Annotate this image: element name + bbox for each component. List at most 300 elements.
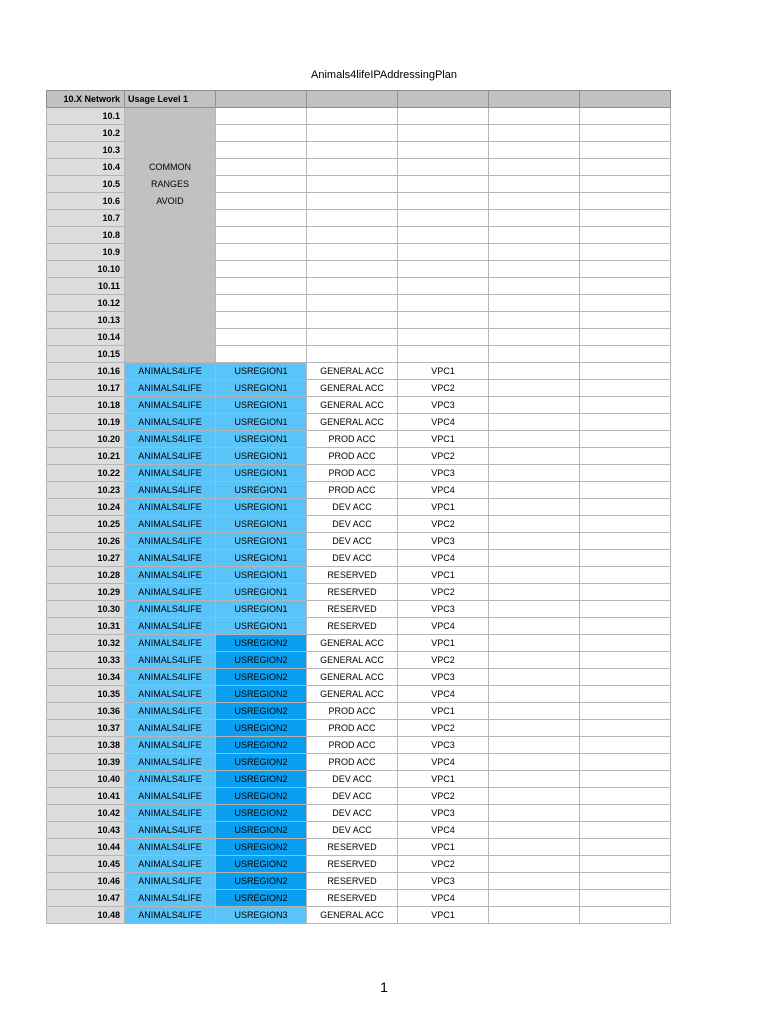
usage-level-cell: ANIMALS4LIFE bbox=[125, 703, 216, 720]
network-cell: 10.45 bbox=[47, 856, 125, 873]
account-cell: PROD ACC bbox=[307, 482, 398, 499]
usage-level-cell: ANIMALS4LIFE bbox=[125, 754, 216, 771]
table-cell bbox=[580, 652, 671, 669]
table-cell bbox=[580, 805, 671, 822]
account-cell: DEV ACC bbox=[307, 533, 398, 550]
table-cell bbox=[580, 584, 671, 601]
table-row bbox=[47, 346, 671, 363]
usage-level-cell: ANIMALS4LIFE bbox=[125, 448, 216, 465]
network-cell: 10.39 bbox=[47, 754, 125, 771]
network-cell: 10.32 bbox=[47, 635, 125, 652]
network-cell: 10.25 bbox=[47, 516, 125, 533]
usage-level-cell bbox=[125, 295, 216, 312]
table-cell bbox=[216, 295, 307, 312]
table-cell bbox=[489, 125, 580, 142]
table-row bbox=[47, 516, 671, 533]
usage-level-cell: ANIMALS4LIFE bbox=[125, 635, 216, 652]
account-cell: GENERAL ACC bbox=[307, 669, 398, 686]
usage-level-cell: COMMON bbox=[125, 159, 216, 176]
account-cell: RESERVED bbox=[307, 601, 398, 618]
table-cell bbox=[580, 533, 671, 550]
network-cell: 10.11 bbox=[47, 278, 125, 295]
usage-level-cell: AVOID bbox=[125, 193, 216, 210]
vpc-cell: VPC1 bbox=[398, 839, 489, 856]
vpc-cell: VPC1 bbox=[398, 771, 489, 788]
network-cell: 10.48 bbox=[47, 907, 125, 924]
usage-level-cell bbox=[125, 278, 216, 295]
region-cell: USREGION1 bbox=[216, 618, 307, 635]
account-cell: RESERVED bbox=[307, 856, 398, 873]
vpc-cell: VPC4 bbox=[398, 686, 489, 703]
region-cell: USREGION2 bbox=[216, 720, 307, 737]
table-row bbox=[47, 159, 671, 176]
table-body bbox=[47, 108, 671, 924]
vpc-cell: VPC1 bbox=[398, 363, 489, 380]
table-row bbox=[47, 822, 671, 839]
vpc-cell: VPC2 bbox=[398, 516, 489, 533]
table-cell bbox=[398, 261, 489, 278]
region-cell: USREGION2 bbox=[216, 788, 307, 805]
usage-level-cell: RANGES bbox=[125, 176, 216, 193]
region-cell: USREGION1 bbox=[216, 465, 307, 482]
table-cell bbox=[398, 193, 489, 210]
table-row bbox=[47, 839, 671, 856]
table-cell bbox=[580, 890, 671, 907]
network-cell: 10.17 bbox=[47, 380, 125, 397]
table-row bbox=[47, 584, 671, 601]
table-cell bbox=[489, 601, 580, 618]
table-cell bbox=[580, 465, 671, 482]
usage-level-cell bbox=[125, 261, 216, 278]
vpc-cell: VPC3 bbox=[398, 669, 489, 686]
table-cell bbox=[307, 108, 398, 125]
table-cell bbox=[216, 125, 307, 142]
account-cell: GENERAL ACC bbox=[307, 363, 398, 380]
usage-level-cell: ANIMALS4LIFE bbox=[125, 686, 216, 703]
table-cell bbox=[489, 839, 580, 856]
usage-level-cell: ANIMALS4LIFE bbox=[125, 601, 216, 618]
table-cell bbox=[580, 363, 671, 380]
vpc-cell: VPC3 bbox=[398, 737, 489, 754]
vpc-cell: VPC2 bbox=[398, 380, 489, 397]
table-row bbox=[47, 397, 671, 414]
table-row bbox=[47, 686, 671, 703]
network-cell: 10.46 bbox=[47, 873, 125, 890]
table-row bbox=[47, 278, 671, 295]
table-cell bbox=[580, 550, 671, 567]
vpc-cell: VPC4 bbox=[398, 482, 489, 499]
page-number: 1 bbox=[380, 979, 388, 995]
network-cell: 10.30 bbox=[47, 601, 125, 618]
table-cell bbox=[216, 261, 307, 278]
table-cell bbox=[489, 635, 580, 652]
header-cell bbox=[307, 91, 398, 108]
addressing-plan-table bbox=[46, 90, 671, 924]
account-cell: GENERAL ACC bbox=[307, 414, 398, 431]
table-cell bbox=[398, 329, 489, 346]
usage-level-cell: ANIMALS4LIFE bbox=[125, 567, 216, 584]
table-cell bbox=[489, 754, 580, 771]
region-cell: USREGION2 bbox=[216, 873, 307, 890]
table-cell bbox=[580, 516, 671, 533]
table-cell bbox=[489, 686, 580, 703]
vpc-cell: VPC1 bbox=[398, 907, 489, 924]
table-cell bbox=[580, 907, 671, 924]
table-cell bbox=[489, 176, 580, 193]
table-cell bbox=[489, 771, 580, 788]
region-cell: USREGION1 bbox=[216, 414, 307, 431]
usage-level-cell: ANIMALS4LIFE bbox=[125, 584, 216, 601]
network-cell: 10.27 bbox=[47, 550, 125, 567]
table-row bbox=[47, 465, 671, 482]
table-row bbox=[47, 142, 671, 159]
usage-level-cell: ANIMALS4LIFE bbox=[125, 856, 216, 873]
table-cell bbox=[307, 193, 398, 210]
table-cell bbox=[489, 890, 580, 907]
account-cell: RESERVED bbox=[307, 618, 398, 635]
region-cell: USREGION2 bbox=[216, 737, 307, 754]
network-cell: 10.38 bbox=[47, 737, 125, 754]
vpc-cell: VPC2 bbox=[398, 652, 489, 669]
table-cell bbox=[398, 142, 489, 159]
table-row bbox=[47, 669, 671, 686]
usage-level-cell bbox=[125, 312, 216, 329]
table-cell bbox=[580, 839, 671, 856]
table-cell bbox=[398, 244, 489, 261]
account-cell: PROD ACC bbox=[307, 448, 398, 465]
table-cell bbox=[580, 788, 671, 805]
region-cell: USREGION2 bbox=[216, 771, 307, 788]
usage-level-cell bbox=[125, 346, 216, 363]
region-cell: USREGION1 bbox=[216, 550, 307, 567]
table-row bbox=[47, 652, 671, 669]
account-cell: PROD ACC bbox=[307, 737, 398, 754]
header-cell: Usage Level 1 bbox=[125, 91, 216, 108]
region-cell: USREGION1 bbox=[216, 499, 307, 516]
table-row bbox=[47, 533, 671, 550]
account-cell: RESERVED bbox=[307, 890, 398, 907]
network-cell: 10.8 bbox=[47, 227, 125, 244]
table-cell bbox=[216, 278, 307, 295]
table-cell bbox=[307, 278, 398, 295]
network-cell: 10.34 bbox=[47, 669, 125, 686]
table-cell bbox=[489, 856, 580, 873]
table-cell bbox=[489, 482, 580, 499]
vpc-cell: VPC3 bbox=[398, 601, 489, 618]
vpc-cell: VPC4 bbox=[398, 890, 489, 907]
region-cell: USREGION2 bbox=[216, 754, 307, 771]
account-cell: DEV ACC bbox=[307, 771, 398, 788]
usage-level-cell: ANIMALS4LIFE bbox=[125, 465, 216, 482]
table-row bbox=[47, 244, 671, 261]
usage-level-cell: ANIMALS4LIFE bbox=[125, 771, 216, 788]
region-cell: USREGION1 bbox=[216, 482, 307, 499]
table-cell bbox=[580, 754, 671, 771]
table-cell bbox=[580, 210, 671, 227]
account-cell: PROD ACC bbox=[307, 465, 398, 482]
table-cell bbox=[489, 159, 580, 176]
table-cell bbox=[489, 703, 580, 720]
table-cell bbox=[398, 312, 489, 329]
table-cell bbox=[489, 346, 580, 363]
table-cell bbox=[307, 244, 398, 261]
region-cell: USREGION2 bbox=[216, 669, 307, 686]
table-row bbox=[47, 431, 671, 448]
vpc-cell: VPC3 bbox=[398, 465, 489, 482]
network-cell: 10.13 bbox=[47, 312, 125, 329]
account-cell: RESERVED bbox=[307, 873, 398, 890]
account-cell: DEV ACC bbox=[307, 788, 398, 805]
table-cell bbox=[580, 482, 671, 499]
table-row bbox=[47, 618, 671, 635]
region-cell: USREGION1 bbox=[216, 533, 307, 550]
table-cell bbox=[489, 907, 580, 924]
table-row bbox=[47, 788, 671, 805]
table-cell bbox=[216, 108, 307, 125]
table-row bbox=[47, 635, 671, 652]
table-row bbox=[47, 550, 671, 567]
account-cell: DEV ACC bbox=[307, 805, 398, 822]
table-row bbox=[47, 499, 671, 516]
table-cell bbox=[307, 210, 398, 227]
document-title: Animals4lifeIPAddressingPlan bbox=[311, 69, 457, 81]
table-cell bbox=[580, 669, 671, 686]
usage-level-cell: ANIMALS4LIFE bbox=[125, 516, 216, 533]
table-cell bbox=[489, 448, 580, 465]
network-cell: 10.26 bbox=[47, 533, 125, 550]
region-cell: USREGION1 bbox=[216, 448, 307, 465]
table-cell bbox=[489, 720, 580, 737]
usage-level-cell: ANIMALS4LIFE bbox=[125, 669, 216, 686]
region-cell: USREGION1 bbox=[216, 363, 307, 380]
table-cell bbox=[489, 397, 580, 414]
usage-level-cell: ANIMALS4LIFE bbox=[125, 618, 216, 635]
table-cell bbox=[580, 278, 671, 295]
table-cell bbox=[398, 346, 489, 363]
vpc-cell: VPC2 bbox=[398, 448, 489, 465]
table-cell bbox=[398, 278, 489, 295]
table-row bbox=[47, 210, 671, 227]
account-cell: GENERAL ACC bbox=[307, 380, 398, 397]
region-cell: USREGION2 bbox=[216, 822, 307, 839]
table-cell bbox=[489, 584, 580, 601]
usage-level-cell: ANIMALS4LIFE bbox=[125, 737, 216, 754]
table-cell bbox=[489, 210, 580, 227]
table-cell bbox=[580, 448, 671, 465]
usage-level-cell bbox=[125, 244, 216, 261]
network-cell: 10.42 bbox=[47, 805, 125, 822]
table-row bbox=[47, 754, 671, 771]
table-cell bbox=[489, 363, 580, 380]
table-cell bbox=[580, 737, 671, 754]
usage-level-cell bbox=[125, 108, 216, 125]
table-cell bbox=[580, 499, 671, 516]
vpc-cell: VPC4 bbox=[398, 414, 489, 431]
network-cell: 10.18 bbox=[47, 397, 125, 414]
table-cell bbox=[216, 346, 307, 363]
table-cell bbox=[489, 312, 580, 329]
usage-level-cell: ANIMALS4LIFE bbox=[125, 482, 216, 499]
table-cell bbox=[580, 108, 671, 125]
table-cell bbox=[307, 329, 398, 346]
table-cell bbox=[580, 261, 671, 278]
region-cell: USREGION3 bbox=[216, 907, 307, 924]
table-row bbox=[47, 261, 671, 278]
table-cell bbox=[580, 380, 671, 397]
table-row bbox=[47, 176, 671, 193]
table-cell bbox=[489, 261, 580, 278]
table-cell bbox=[216, 142, 307, 159]
usage-level-cell: ANIMALS4LIFE bbox=[125, 822, 216, 839]
network-cell: 10.23 bbox=[47, 482, 125, 499]
table-cell bbox=[580, 125, 671, 142]
table-cell bbox=[216, 159, 307, 176]
table-cell bbox=[398, 159, 489, 176]
table-cell bbox=[580, 142, 671, 159]
usage-level-cell: ANIMALS4LIFE bbox=[125, 805, 216, 822]
account-cell: GENERAL ACC bbox=[307, 397, 398, 414]
account-cell: RESERVED bbox=[307, 584, 398, 601]
network-cell: 10.22 bbox=[47, 465, 125, 482]
table-cell bbox=[489, 516, 580, 533]
usage-level-cell: ANIMALS4LIFE bbox=[125, 414, 216, 431]
network-cell: 10.43 bbox=[47, 822, 125, 839]
table-cell bbox=[307, 176, 398, 193]
table-cell bbox=[489, 380, 580, 397]
usage-level-cell: ANIMALS4LIFE bbox=[125, 720, 216, 737]
table-row bbox=[47, 193, 671, 210]
network-cell: 10.2 bbox=[47, 125, 125, 142]
usage-level-cell: ANIMALS4LIFE bbox=[125, 363, 216, 380]
table-row bbox=[47, 125, 671, 142]
table-cell bbox=[307, 312, 398, 329]
usage-level-cell: ANIMALS4LIFE bbox=[125, 873, 216, 890]
network-cell: 10.5 bbox=[47, 176, 125, 193]
network-cell: 10.9 bbox=[47, 244, 125, 261]
network-cell: 10.6 bbox=[47, 193, 125, 210]
table-cell bbox=[307, 346, 398, 363]
usage-level-cell: ANIMALS4LIFE bbox=[125, 499, 216, 516]
table-cell bbox=[489, 805, 580, 822]
table-cell bbox=[489, 669, 580, 686]
account-cell: GENERAL ACC bbox=[307, 686, 398, 703]
account-cell: DEV ACC bbox=[307, 822, 398, 839]
table-cell bbox=[216, 312, 307, 329]
vpc-cell: VPC4 bbox=[398, 550, 489, 567]
vpc-cell: VPC1 bbox=[398, 567, 489, 584]
table-cell bbox=[580, 159, 671, 176]
table-cell bbox=[580, 771, 671, 788]
network-cell: 10.44 bbox=[47, 839, 125, 856]
table-cell bbox=[398, 227, 489, 244]
table-cell bbox=[580, 227, 671, 244]
table-cell bbox=[307, 227, 398, 244]
table-cell bbox=[489, 193, 580, 210]
table-row bbox=[47, 380, 671, 397]
usage-level-cell bbox=[125, 227, 216, 244]
usage-level-cell: ANIMALS4LIFE bbox=[125, 550, 216, 567]
network-cell: 10.14 bbox=[47, 329, 125, 346]
usage-level-cell bbox=[125, 210, 216, 227]
table-cell bbox=[489, 329, 580, 346]
table-cell bbox=[398, 125, 489, 142]
table-row bbox=[47, 720, 671, 737]
region-cell: USREGION2 bbox=[216, 805, 307, 822]
table-cell bbox=[580, 329, 671, 346]
network-cell: 10.29 bbox=[47, 584, 125, 601]
table-cell bbox=[489, 788, 580, 805]
table-row bbox=[47, 873, 671, 890]
table-cell bbox=[580, 193, 671, 210]
table-cell bbox=[489, 499, 580, 516]
table-row bbox=[47, 482, 671, 499]
account-cell: DEV ACC bbox=[307, 516, 398, 533]
account-cell: GENERAL ACC bbox=[307, 652, 398, 669]
table-cell bbox=[489, 278, 580, 295]
account-cell: RESERVED bbox=[307, 567, 398, 584]
table-cell bbox=[489, 431, 580, 448]
table-row bbox=[47, 414, 671, 431]
table-cell bbox=[398, 295, 489, 312]
table-row bbox=[47, 856, 671, 873]
region-cell: USREGION2 bbox=[216, 856, 307, 873]
table-row bbox=[47, 227, 671, 244]
network-cell: 10.21 bbox=[47, 448, 125, 465]
table-cell bbox=[489, 618, 580, 635]
table-cell bbox=[489, 465, 580, 482]
table-row bbox=[47, 771, 671, 788]
table-row bbox=[47, 890, 671, 907]
network-cell: 10.47 bbox=[47, 890, 125, 907]
network-cell: 10.36 bbox=[47, 703, 125, 720]
vpc-cell: VPC3 bbox=[398, 397, 489, 414]
network-cell: 10.31 bbox=[47, 618, 125, 635]
table-cell bbox=[580, 397, 671, 414]
region-cell: USREGION1 bbox=[216, 431, 307, 448]
region-cell: USREGION1 bbox=[216, 567, 307, 584]
account-cell: GENERAL ACC bbox=[307, 907, 398, 924]
vpc-cell: VPC2 bbox=[398, 856, 489, 873]
network-cell: 10.15 bbox=[47, 346, 125, 363]
table-cell bbox=[307, 142, 398, 159]
table-cell bbox=[580, 567, 671, 584]
usage-level-cell: ANIMALS4LIFE bbox=[125, 907, 216, 924]
table-cell bbox=[580, 635, 671, 652]
table-row bbox=[47, 703, 671, 720]
usage-level-cell bbox=[125, 329, 216, 346]
table-cell bbox=[580, 176, 671, 193]
header-cell: 10.X Network bbox=[47, 91, 125, 108]
region-cell: USREGION1 bbox=[216, 584, 307, 601]
usage-level-cell: ANIMALS4LIFE bbox=[125, 652, 216, 669]
region-cell: USREGION2 bbox=[216, 703, 307, 720]
account-cell: RESERVED bbox=[307, 839, 398, 856]
table-cell bbox=[580, 856, 671, 873]
region-cell: USREGION1 bbox=[216, 601, 307, 618]
header-cell bbox=[216, 91, 307, 108]
table-cell bbox=[489, 244, 580, 261]
table-cell bbox=[398, 108, 489, 125]
usage-level-cell: ANIMALS4LIFE bbox=[125, 788, 216, 805]
region-cell: USREGION2 bbox=[216, 890, 307, 907]
table-cell bbox=[216, 176, 307, 193]
table-cell bbox=[489, 142, 580, 159]
table-cell bbox=[580, 346, 671, 363]
account-cell: PROD ACC bbox=[307, 703, 398, 720]
vpc-cell: VPC2 bbox=[398, 720, 489, 737]
table-cell bbox=[307, 159, 398, 176]
table-row bbox=[47, 805, 671, 822]
